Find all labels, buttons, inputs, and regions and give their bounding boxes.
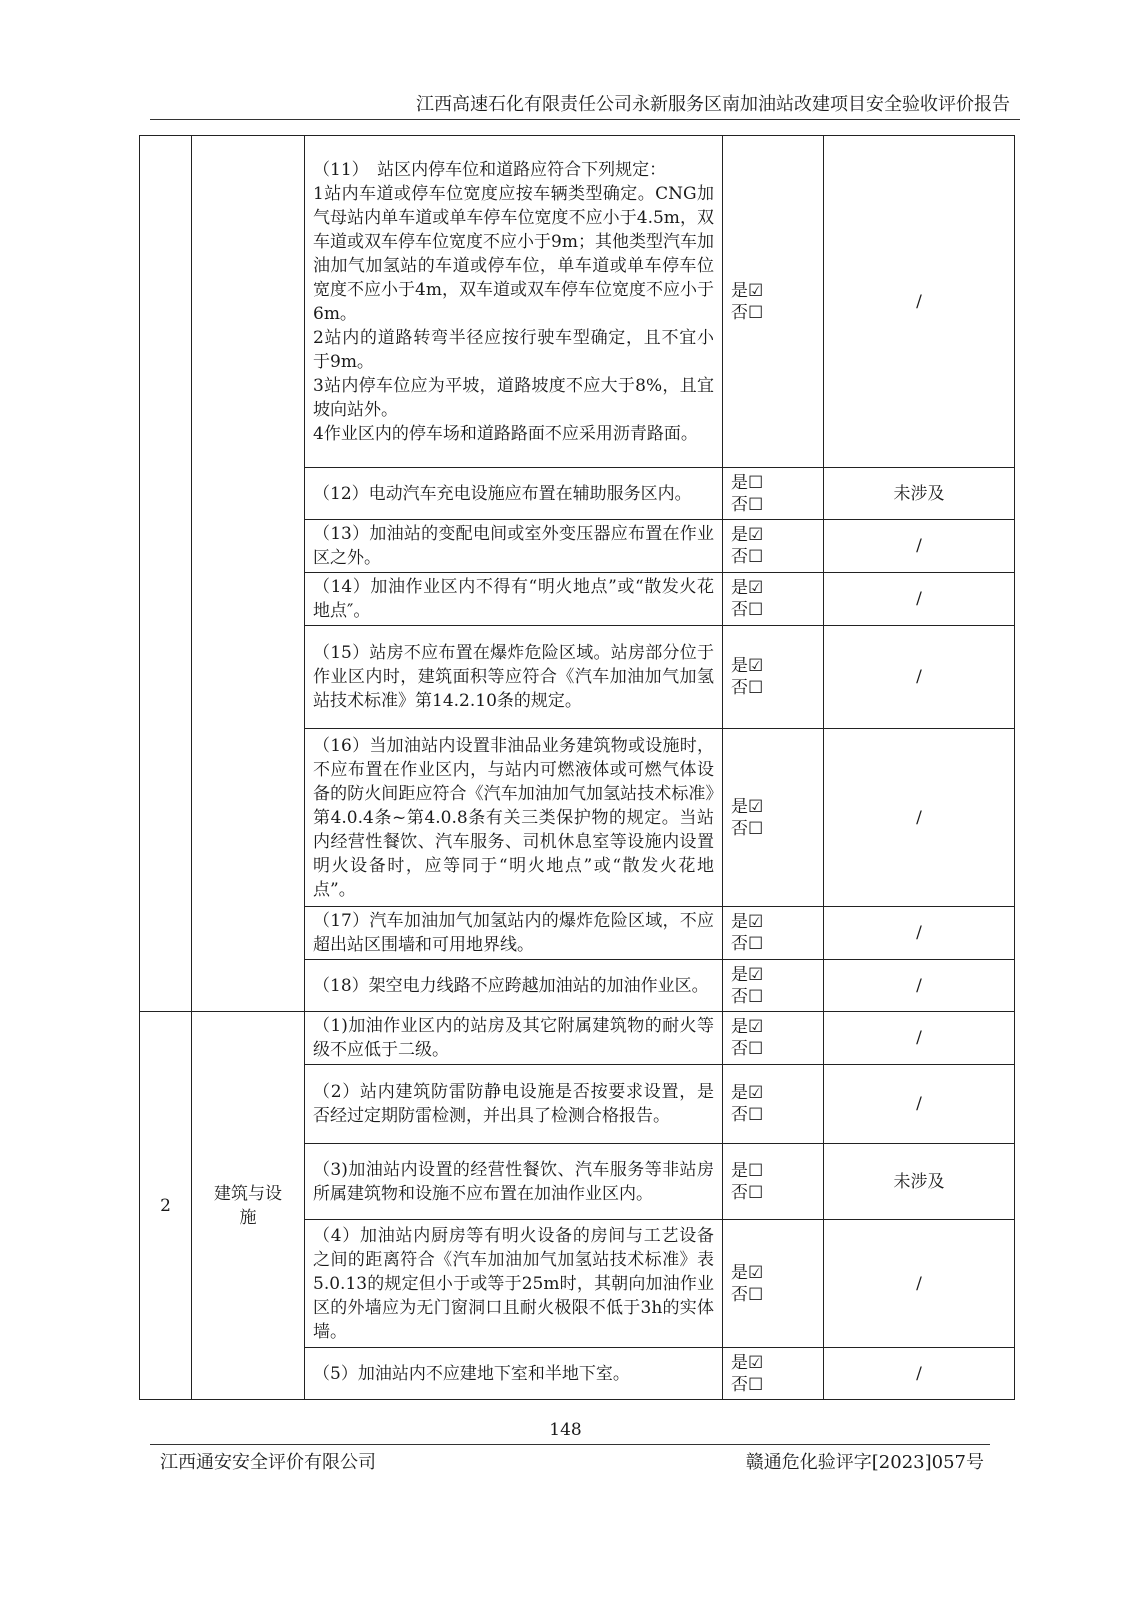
page-number: 148 xyxy=(549,1420,582,1440)
no-checkbox-icon: ☐ xyxy=(748,818,764,839)
no-checkbox-icon: ☐ xyxy=(748,547,764,567)
no-option xyxy=(731,494,815,516)
yes-option xyxy=(731,964,815,986)
no-checkbox-icon: ☐ xyxy=(748,934,764,954)
no-option xyxy=(731,1284,815,1306)
group-number: 2 xyxy=(160,1195,171,1216)
checklist-row xyxy=(140,136,1015,468)
item-cell xyxy=(305,1348,723,1400)
group-number-cell xyxy=(140,1012,192,1400)
no-label: 否 xyxy=(731,1284,748,1305)
remark-text: / xyxy=(916,291,922,312)
item-text: （17）汽车加油加气加氢站内的爆炸危险区域，不应超出站区围墙和可用地界线。 xyxy=(313,911,714,955)
no-option xyxy=(731,933,815,955)
no-option xyxy=(731,1182,815,1204)
result-cell xyxy=(723,729,824,907)
group-category-cell xyxy=(192,1012,305,1400)
result-cell xyxy=(723,907,824,960)
item-cell xyxy=(305,1065,723,1144)
no-option xyxy=(731,677,815,699)
result-cell xyxy=(723,1348,824,1400)
yes-checkbox-icon: ☑ xyxy=(748,280,764,301)
remark-text: / xyxy=(916,1094,922,1114)
yes-label: 是 xyxy=(731,472,748,493)
remark-text: / xyxy=(916,975,922,996)
item-text: （13）加油站的变配电间或室外变压器应布置在作业区之外。 xyxy=(313,524,714,568)
result-cell xyxy=(723,1012,824,1065)
item-cell xyxy=(305,1220,723,1348)
yes-checkbox-icon: ☐ xyxy=(748,1160,764,1181)
yes-label: 是 xyxy=(731,1352,748,1373)
yes-label: 是 xyxy=(731,1262,748,1283)
no-option xyxy=(731,599,815,621)
result-cell xyxy=(723,468,824,520)
remark-cell xyxy=(824,468,1015,520)
no-option xyxy=(731,986,815,1008)
yes-label: 是 xyxy=(731,656,748,676)
group-number-cell xyxy=(140,136,192,1012)
remark-cell xyxy=(824,626,1015,729)
yes-label: 是 xyxy=(731,280,748,301)
result-cell xyxy=(723,1144,824,1220)
item-cell xyxy=(305,468,723,520)
remark-text: / xyxy=(916,1363,922,1384)
group-category-cell xyxy=(192,136,305,1012)
remark-cell xyxy=(824,136,1015,468)
item-cell xyxy=(305,960,723,1012)
footer-company: 江西通安安全评价有限公司 xyxy=(160,1452,376,1473)
no-label: 否 xyxy=(731,1182,748,1203)
item-text: （4）加油站内厨房等有明火设备的房间与工艺设备之间的距离符合《汽车加油加气加氢站技术标准》表5.0.13的规定但小于或等于25m时，其朝向加油作业区的外墙应为无门窗洞口且耐火极限不低于3h的实体墙。 xyxy=(313,1225,714,1342)
no-option xyxy=(731,1038,815,1060)
remark-cell xyxy=(824,729,1015,907)
item-text: （2）站内建筑防雷防静电设施是否按要求设置，是否经过定期防雷检测，并出具了检测合格报告。 xyxy=(313,1082,714,1126)
yes-option xyxy=(731,1352,815,1374)
item-cell xyxy=(305,520,723,573)
result-cell xyxy=(723,1220,824,1348)
yes-label: 是 xyxy=(731,1083,748,1103)
remark-cell xyxy=(824,1012,1015,1065)
item-text: （12）电动汽车充电设施应布置在辅助服务区内。 xyxy=(313,483,692,504)
item-text: （18）架空电力线路不应跨越加油站的加油作业区。 xyxy=(313,975,709,996)
item-text: （5）加油站内不应建地下室和半地下室。 xyxy=(313,1363,630,1384)
item-text: （16）当加油站内设置非油品业务建筑物或设施时，不应布置在作业区内，与站内可燃液体或可燃气体设备的防火间距应符合《汽车加油加气加氢站技术标准》第4.0.4条~第4.0.8条有关三类保护物的规定。当站内经营性餐饮、汽车服务、司机休息室等设施内设置明火设备时，应等同于“明火地点”或“散发火花地点”。 xyxy=(313,735,714,900)
remark-cell xyxy=(824,1144,1015,1220)
no-option xyxy=(731,1374,815,1396)
page-footer xyxy=(150,1444,990,1478)
item-cell xyxy=(305,573,723,626)
yes-checkbox-icon: ☑ xyxy=(748,1083,764,1103)
remark-text: / xyxy=(916,1028,922,1048)
no-checkbox-icon: ☐ xyxy=(748,494,764,515)
no-checkbox-icon: ☐ xyxy=(748,678,764,698)
remark-cell xyxy=(824,520,1015,573)
yes-checkbox-icon: ☑ xyxy=(748,525,764,545)
no-label: 否 xyxy=(731,818,748,839)
remark-text: / xyxy=(916,536,922,556)
item-cell xyxy=(305,136,723,468)
yes-option xyxy=(731,796,815,818)
yes-checkbox-icon: ☑ xyxy=(748,796,764,817)
result-cell xyxy=(723,573,824,626)
no-label: 否 xyxy=(731,302,748,323)
no-checkbox-icon: ☐ xyxy=(748,600,764,620)
checklist-table xyxy=(139,135,1015,1400)
yes-option xyxy=(731,577,815,599)
no-label: 否 xyxy=(731,986,748,1007)
remark-text: / xyxy=(916,1273,922,1294)
yes-option xyxy=(731,472,815,494)
yes-label: 是 xyxy=(731,1160,748,1181)
no-checkbox-icon: ☐ xyxy=(748,1374,764,1395)
result-cell xyxy=(723,520,824,573)
no-label: 否 xyxy=(731,934,748,954)
item-cell xyxy=(305,907,723,960)
remark-text: / xyxy=(916,923,922,943)
remark-cell xyxy=(824,907,1015,960)
no-option xyxy=(731,546,815,568)
no-label: 否 xyxy=(731,1039,748,1059)
no-label: 否 xyxy=(731,600,748,620)
item-cell xyxy=(305,729,723,907)
yes-label: 是 xyxy=(731,578,748,598)
no-option xyxy=(731,302,815,324)
no-label: 否 xyxy=(731,678,748,698)
item-cell xyxy=(305,626,723,729)
no-checkbox-icon: ☐ xyxy=(748,1105,764,1125)
remark-text: 未涉及 xyxy=(893,483,945,504)
no-option xyxy=(731,1104,815,1126)
yes-label: 是 xyxy=(731,525,748,545)
yes-checkbox-icon: ☑ xyxy=(748,656,764,676)
yes-label: 是 xyxy=(731,796,748,817)
no-checkbox-icon: ☐ xyxy=(748,986,764,1007)
yes-option xyxy=(731,911,815,933)
yes-label: 是 xyxy=(731,1017,748,1037)
yes-option xyxy=(731,655,815,677)
yes-label: 是 xyxy=(731,964,748,985)
no-checkbox-icon: ☐ xyxy=(748,1039,764,1059)
yes-checkbox-icon: ☑ xyxy=(748,912,764,932)
remark-text: 未涉及 xyxy=(893,1171,945,1192)
item-text: （3)加油站内设置的经营性餐饮、汽车服务等非站房所属建筑物和设施不应布置在加油作业区内。 xyxy=(313,1159,714,1204)
no-label: 否 xyxy=(731,494,748,515)
footer-report-number: 赣通危化验评字[2023]057号 xyxy=(745,1452,984,1473)
checklist-body xyxy=(140,136,1015,1400)
item-cell xyxy=(305,1012,723,1065)
yes-option xyxy=(731,280,815,302)
item-text: （14）加油作业区内不得有“明火地点”或“散发火花地点″。 xyxy=(313,577,714,621)
result-cell xyxy=(723,1065,824,1144)
report-title: 江西高速石化有限责任公司永新服务区南加油站改建项目安全验收评价报告 xyxy=(416,94,1010,115)
yes-checkbox-icon: ☑ xyxy=(748,1352,764,1373)
result-cell xyxy=(723,960,824,1012)
yes-checkbox-icon: ☑ xyxy=(748,964,764,985)
remark-cell xyxy=(824,1348,1015,1400)
checklist-row xyxy=(140,1012,1015,1065)
item-text: （15）站房不应布置在爆炸危险区域。站房部分位于作业区内时，建筑面积等应符合《汽车加油加气加氢站技术标准》第14.2.10条的规定。 xyxy=(313,643,714,711)
no-checkbox-icon: ☐ xyxy=(748,1182,764,1203)
remark-cell xyxy=(824,1065,1015,1144)
no-label: 否 xyxy=(731,1105,748,1125)
yes-label: 是 xyxy=(731,912,748,932)
group-category: 建筑与设施 xyxy=(214,1183,282,1228)
page-header xyxy=(150,94,1020,120)
no-label: 否 xyxy=(731,1374,748,1395)
item-text: （11） 站区内停车位和道路应符合下列规定： 1站内车道或停车位宽度应按车辆类型确定。CNG加气母站内单车道或单车停车位宽度不应小于4.5m，双车道或双车停车位宽度不应小于9m；其他类型汽车加油加气加氢站的车道或停车位，单车道或单车停车位宽度不应小于4m，双车道或双车停车位宽度不应小于6m。 2站内的道路转弯半径应按行驶车型确定，且不宜小于9m。 3站内停车位应为平坡，道路坡度不应大于8%，且宜坡向站外。 4作业区内的停车场和道路路面不应采用沥青路面。 xyxy=(313,159,714,444)
yes-checkbox-icon: ☐ xyxy=(748,472,764,493)
result-cell xyxy=(723,136,824,468)
yes-checkbox-icon: ☑ xyxy=(748,578,764,598)
yes-checkbox-icon: ☑ xyxy=(748,1017,764,1037)
yes-option xyxy=(731,1016,815,1038)
no-option xyxy=(731,818,815,840)
no-label: 否 xyxy=(731,547,748,567)
yes-option xyxy=(731,524,815,546)
result-cell xyxy=(723,626,824,729)
no-checkbox-icon: ☐ xyxy=(748,1284,764,1305)
remark-cell xyxy=(824,960,1015,1012)
yes-option xyxy=(731,1160,815,1182)
remark-text: / xyxy=(916,667,922,687)
yes-checkbox-icon: ☑ xyxy=(748,1262,764,1283)
no-checkbox-icon: ☐ xyxy=(748,302,764,323)
remark-text: / xyxy=(916,589,922,609)
yes-option xyxy=(731,1262,815,1284)
item-cell xyxy=(305,1144,723,1220)
remark-cell xyxy=(824,1220,1015,1348)
remark-cell xyxy=(824,573,1015,626)
item-text: （1)加油作业区内的站房及其它附属建筑物的耐火等级不应低于二级。 xyxy=(313,1016,714,1060)
remark-text: / xyxy=(916,807,922,828)
yes-option xyxy=(731,1082,815,1104)
